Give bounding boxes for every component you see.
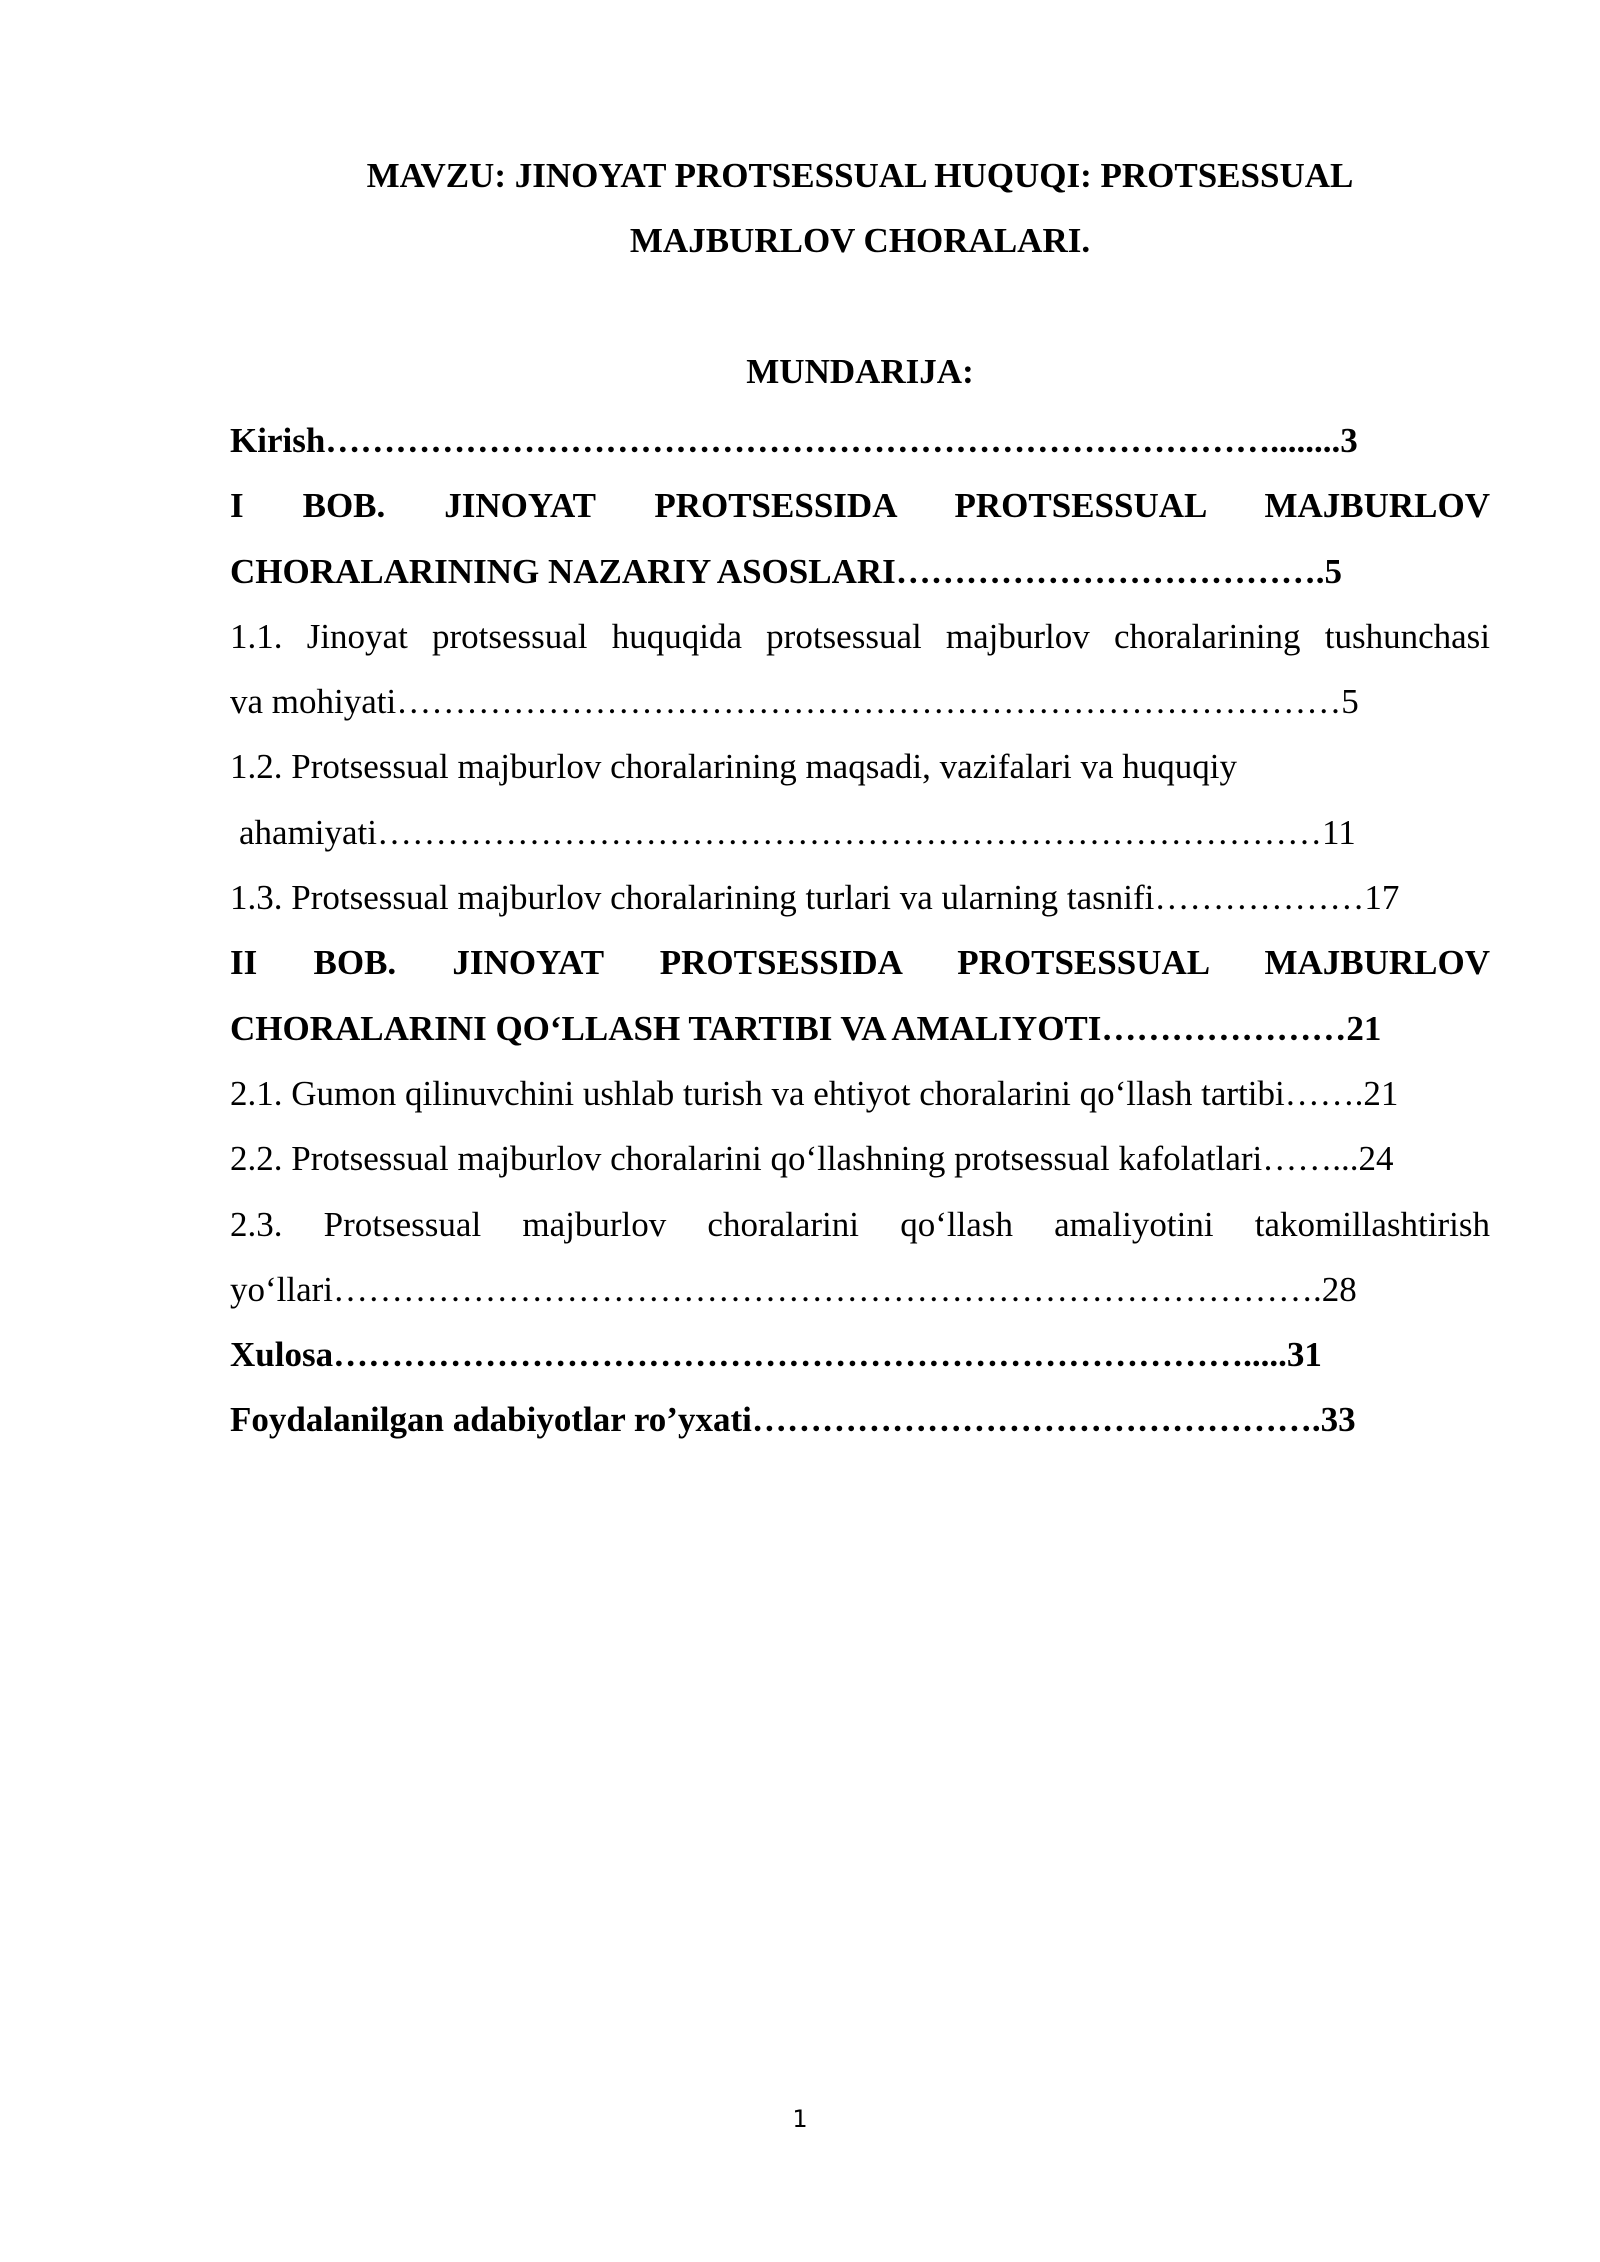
toc-entry-section-2-3-cont: yo‘llari………………………………………………………………………….28 [230,1269,1357,1309]
toc-entry-chapter-2-cont: CHORALARINI QO‘LLASH TARTIBI VA AMALIYOTI…………………21 [230,1008,1382,1048]
toc-entry-chapter-1-cont: CHORALARINING NAZARIY ASOSLARI……………………………….5 [230,551,1343,591]
toc-entry-section-2-3: 2.3. Protsessual majburlov choralarini qo‘llash amaliyotini takomillashtirish [230,1204,1490,1244]
toc-entry-section-1-3: 1.3. Protsessual majburlov choralarining turlari va ularning tasnifi………………17 [230,878,1400,918]
toc-entry-section-1-2-cont: ahamiyati………………………………………………………………………11 [239,812,1356,852]
document-title-line-1: MAVZU: JINOYAT PROTSESSUAL HUQUQI: PROTSESSUAL [366,156,1354,195]
toc-entry-bibliography: Foydalanilgan adabiyotlar ro’yxati………………………………………….33 [230,1400,1356,1440]
toc-entry-chapter-1: I BOB. JINOYAT PROTSESSIDA PROTSESSUAL MAJBURLOV [230,486,1490,526]
toc-entry-section-2-1: 2.1. Gumon qilinuvchini ushlab turish va ehtiyot choralarini qo‘llash tartibi…….21 [230,1073,1399,1113]
toc-entry-xulosa: Xulosa…………………………………………………………………….....31 [230,1335,1322,1375]
toc-entry-section-1-1-cont: va mohiyati………………………………………………………………………5 [230,682,1359,722]
page-number: 1 [792,2105,808,2133]
toc-entry-section-1-2: 1.2. Protsessual majburlov choralarining maqsadi, vazifalari va huquqiy [230,747,1237,787]
toc-heading: MUNDARIJA: [746,352,974,391]
toc-entry-section-1-1: 1.1. Jinoyat protsessual huquqida protsessual majburlov choralarining tushunchasi [230,616,1490,656]
toc-entry-kirish: Kirish………………………………………………………………………........3 [230,421,1358,460]
document-title-line-2: MAJBURLOV CHORALARI. [629,221,1091,260]
toc-entry-section-2-2: 2.2. Protsessual majburlov choralarini qo‘llashning protsessual kafolatlari……...24 [230,1139,1394,1179]
table-of-contents [230,408,1490,1453]
toc-entry-chapter-2: II BOB. JINOYAT PROTSESSIDA PROTSESSUAL MAJBURLOV [230,943,1490,983]
